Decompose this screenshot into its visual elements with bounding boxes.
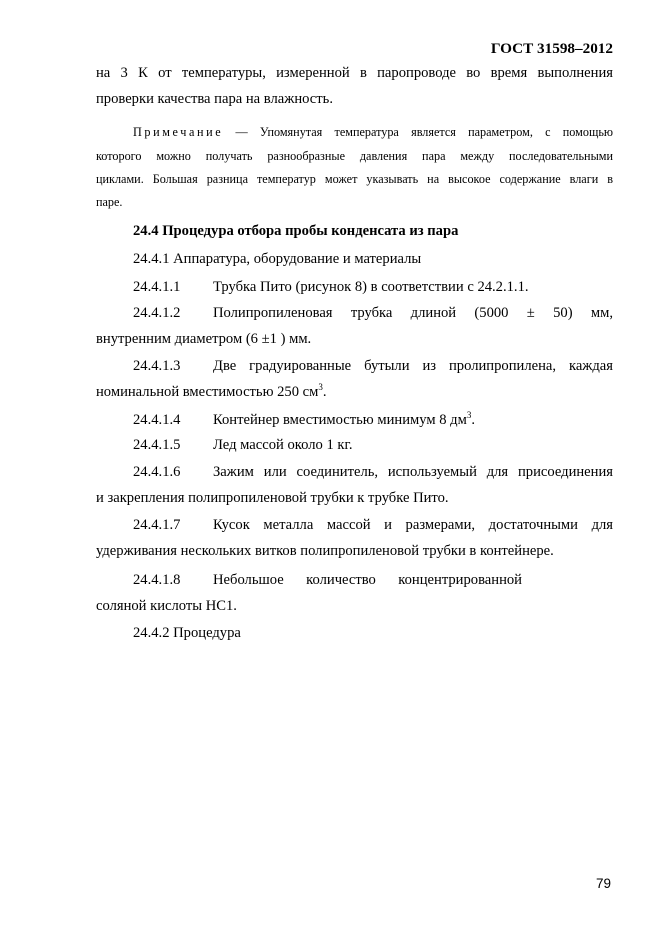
item-text: Небольшое количество концентрированной <box>213 572 522 588</box>
item-continuation: соляной кислоты НС1. <box>96 598 237 614</box>
item-continuation: удерживания нескольких витков полипропиленовой трубки в контейнере. <box>96 543 554 559</box>
item-continuation-end: . <box>322 384 327 400</box>
item-number: 24.4.1.4 <box>133 412 181 428</box>
item-text: Лед массой около 1 кг. <box>213 437 353 453</box>
superscript: 3 <box>466 410 472 421</box>
subsection-heading: 24.4.1 Аппаратура, оборудование и материалы <box>133 251 422 267</box>
note-line-1-text: — Упомянутая температура является параметром, с помощью <box>223 125 613 139</box>
note-line-4: паре. <box>96 195 123 209</box>
item-continuation: внутренним диаметром (6 ±1 ) мм. <box>96 331 312 347</box>
item-text: Две градуированные бутыли из пролипропилена, каждая <box>213 358 613 374</box>
procedure-heading: 24.4.2 Процедура <box>133 625 241 641</box>
note-label: Примечание <box>133 125 224 139</box>
item-continuation: и закрепления полипропиленовой трубки к трубке Пито. <box>96 490 449 506</box>
item-text-end: . <box>471 412 476 428</box>
item-number: 24.4.1.2 <box>133 305 181 321</box>
continuation-line-1: на 3 К от температуры, измеренной в паропроводе во время выполнения <box>96 65 613 81</box>
item-continuation-text: номинальной вместимостью 250 см <box>96 384 319 400</box>
note-line-1 <box>133 125 613 140</box>
item-text: Зажим или соединитель, используемый для присоединения <box>213 464 613 480</box>
note-line-2: которого можно получать разнообразные давления пара между последовательными <box>96 149 613 163</box>
item-text: Полипропиленовая трубка длиной (5000 ± 50) мм, <box>213 305 613 321</box>
section-heading: 24.4 Процедура отбора пробы конденсата из пара <box>133 223 459 239</box>
item-text <box>213 412 475 429</box>
note-line-3: циклами. Большая разница температур может указывать на высокое содержание влаги в <box>96 172 613 186</box>
item-number: 24.4.1.8 <box>133 572 181 588</box>
item-number: 24.4.1.3 <box>133 358 181 374</box>
item-number: 24.4.1.5 <box>133 437 181 453</box>
item-text: Кусок металла массой и размерами, достаточными для <box>213 517 613 533</box>
item-number: 24.4.1.1 <box>133 279 181 295</box>
item-number: 24.4.1.7 <box>133 517 181 533</box>
superscript: 3 <box>318 382 323 393</box>
item-continuation <box>96 384 327 401</box>
item-text: Трубка Пито (рисунок 8) в соответствии с 24.2.1.1. <box>213 279 529 295</box>
page-number: 79 <box>595 876 611 891</box>
standard-header: ГОСТ 31598–2012 <box>490 40 613 57</box>
continuation-line-2: проверки качества пара на влажность. <box>96 91 333 107</box>
item-number: 24.4.1.6 <box>133 464 181 480</box>
item-text-main: Контейнер вместимостью минимум 8 дм <box>213 412 467 428</box>
